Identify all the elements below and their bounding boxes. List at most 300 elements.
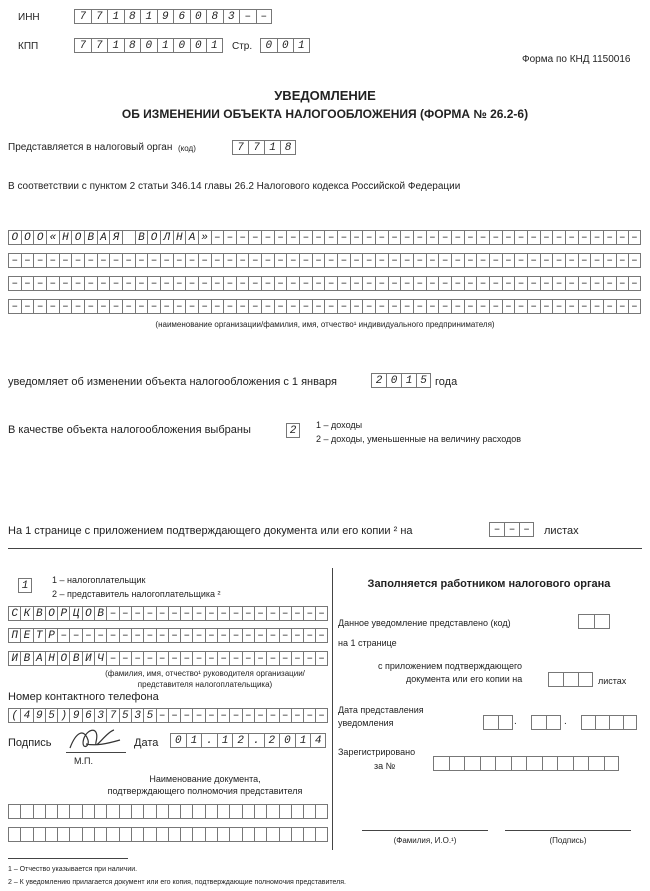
- form-cell[interactable]: –: [438, 230, 451, 245]
- form-cell[interactable]: [595, 715, 609, 730]
- form-cell[interactable]: –: [375, 230, 388, 245]
- form-cell[interactable]: –: [413, 276, 426, 291]
- form-cell[interactable]: –: [33, 299, 46, 314]
- form-cell[interactable]: –: [519, 522, 534, 537]
- form-cell[interactable]: –: [303, 628, 315, 643]
- form-cell[interactable]: –: [205, 708, 217, 723]
- form-cell[interactable]: –: [426, 253, 439, 268]
- form-cell[interactable]: –: [489, 299, 502, 314]
- form-cell[interactable]: –: [464, 230, 477, 245]
- page-number-field[interactable]: [260, 38, 310, 53]
- form-cell[interactable]: –: [160, 299, 173, 314]
- form-cell[interactable]: В: [69, 651, 81, 666]
- form-cell[interactable]: –: [198, 299, 211, 314]
- form-cell[interactable]: –: [168, 628, 180, 643]
- form-cell[interactable]: –: [315, 628, 327, 643]
- form-cell[interactable]: 2: [371, 373, 386, 388]
- form-cell[interactable]: [315, 827, 327, 842]
- form-cell[interactable]: 8: [280, 140, 296, 155]
- form-cell[interactable]: [143, 804, 155, 819]
- form-cell[interactable]: –: [527, 299, 540, 314]
- form-cell[interactable]: [69, 827, 81, 842]
- form-cell[interactable]: –: [229, 606, 241, 621]
- form-cell[interactable]: [106, 804, 118, 819]
- form-cell[interactable]: [119, 804, 131, 819]
- form-cell[interactable]: [217, 827, 229, 842]
- form-cell[interactable]: –: [71, 253, 84, 268]
- form-cell[interactable]: –: [628, 276, 641, 291]
- form-cell[interactable]: [205, 804, 217, 819]
- form-cell[interactable]: В: [84, 230, 97, 245]
- form-cell[interactable]: [242, 827, 254, 842]
- form-cell[interactable]: [106, 827, 118, 842]
- form-cell[interactable]: [33, 827, 45, 842]
- form-cell[interactable]: [266, 804, 278, 819]
- form-cell[interactable]: –: [291, 708, 303, 723]
- form-cell[interactable]: –: [628, 299, 641, 314]
- form-cell[interactable]: –: [337, 299, 350, 314]
- officer-sheets-field[interactable]: [548, 672, 593, 687]
- form-cell[interactable]: –: [261, 253, 274, 268]
- form-cell[interactable]: [495, 756, 511, 771]
- form-cell[interactable]: [156, 827, 168, 842]
- form-cell[interactable]: –: [489, 230, 502, 245]
- form-cell[interactable]: –: [254, 708, 266, 723]
- form-cell[interactable]: [131, 827, 143, 842]
- form-cell[interactable]: –: [552, 299, 565, 314]
- form-cell[interactable]: 0: [279, 733, 295, 748]
- form-cell[interactable]: –: [143, 606, 155, 621]
- form-cell[interactable]: –: [236, 230, 249, 245]
- form-cell[interactable]: –: [527, 253, 540, 268]
- form-cell[interactable]: –: [33, 253, 46, 268]
- form-cell[interactable]: –: [299, 253, 312, 268]
- form-cell[interactable]: –: [552, 276, 565, 291]
- form-cell[interactable]: 1: [157, 38, 174, 53]
- form-cell[interactable]: –: [514, 299, 527, 314]
- form-cell[interactable]: 1: [295, 733, 311, 748]
- form-cell[interactable]: –: [279, 628, 291, 643]
- form-cell[interactable]: [266, 827, 278, 842]
- form-cell[interactable]: [464, 756, 480, 771]
- form-cell[interactable]: [578, 672, 593, 687]
- form-cell[interactable]: 1: [140, 9, 157, 24]
- form-cell[interactable]: 1: [206, 38, 223, 53]
- form-cell[interactable]: [168, 804, 180, 819]
- org-name-row[interactable]: [8, 230, 641, 245]
- form-cell[interactable]: –: [242, 708, 254, 723]
- form-cell[interactable]: –: [143, 651, 155, 666]
- form-cell[interactable]: –: [236, 299, 249, 314]
- form-cell[interactable]: –: [514, 230, 527, 245]
- form-cell[interactable]: [578, 614, 594, 629]
- form-cell[interactable]: –: [97, 253, 110, 268]
- form-cell[interactable]: 7: [74, 9, 91, 24]
- form-cell[interactable]: И: [82, 651, 94, 666]
- form-cell[interactable]: [546, 715, 561, 730]
- form-cell[interactable]: –: [400, 299, 413, 314]
- form-cell[interactable]: В: [94, 606, 106, 621]
- form-cell[interactable]: –: [274, 253, 287, 268]
- form-cell[interactable]: –: [8, 299, 21, 314]
- doc-name-row[interactable]: [8, 827, 328, 842]
- form-cell[interactable]: 0: [190, 38, 207, 53]
- form-cell[interactable]: –: [82, 628, 94, 643]
- form-cell[interactable]: –: [324, 230, 337, 245]
- form-cell[interactable]: –: [266, 606, 278, 621]
- form-cell[interactable]: 0: [173, 38, 190, 53]
- form-cell[interactable]: 2: [232, 733, 248, 748]
- form-cell[interactable]: –: [616, 299, 629, 314]
- form-cell[interactable]: –: [168, 708, 180, 723]
- form-cell[interactable]: –: [223, 253, 236, 268]
- form-cell[interactable]: О: [82, 606, 94, 621]
- form-cell[interactable]: –: [205, 606, 217, 621]
- form-cell[interactable]: 3: [223, 9, 240, 24]
- form-cell[interactable]: –: [400, 253, 413, 268]
- form-cell[interactable]: –: [350, 276, 363, 291]
- year-field[interactable]: [371, 373, 431, 388]
- form-cell[interactable]: –: [628, 230, 641, 245]
- form-cell[interactable]: –: [8, 253, 21, 268]
- form-cell[interactable]: –: [131, 628, 143, 643]
- form-cell[interactable]: –: [350, 253, 363, 268]
- form-cell[interactable]: К: [20, 606, 32, 621]
- signer-role-field[interactable]: [18, 578, 32, 593]
- form-cell[interactable]: –: [261, 299, 274, 314]
- submission-year-field[interactable]: [581, 715, 637, 730]
- form-cell[interactable]: [82, 827, 94, 842]
- form-cell[interactable]: А: [97, 230, 110, 245]
- form-cell[interactable]: [433, 756, 449, 771]
- form-cell[interactable]: [229, 804, 241, 819]
- form-cell[interactable]: –: [286, 299, 299, 314]
- form-cell[interactable]: –: [299, 299, 312, 314]
- form-cell[interactable]: –: [279, 606, 291, 621]
- form-cell[interactable]: Н: [59, 230, 72, 245]
- form-cell[interactable]: –: [565, 253, 578, 268]
- form-cell[interactable]: –: [211, 253, 224, 268]
- form-cell[interactable]: [581, 715, 595, 730]
- form-cell[interactable]: –: [248, 253, 261, 268]
- form-cell[interactable]: –: [143, 628, 155, 643]
- form-cell[interactable]: Н: [45, 651, 57, 666]
- form-cell[interactable]: [45, 804, 57, 819]
- form-cell[interactable]: –: [46, 276, 59, 291]
- form-cell[interactable]: –: [119, 628, 131, 643]
- form-cell[interactable]: –: [71, 299, 84, 314]
- form-cell[interactable]: О: [147, 230, 160, 245]
- form-cell[interactable]: –: [312, 276, 325, 291]
- form-cell[interactable]: [82, 804, 94, 819]
- form-cell[interactable]: [143, 827, 155, 842]
- form-cell[interactable]: –: [21, 253, 34, 268]
- form-cell[interactable]: –: [135, 299, 148, 314]
- form-cell[interactable]: 1: [107, 38, 124, 53]
- form-cell[interactable]: –: [173, 299, 186, 314]
- form-cell[interactable]: –: [192, 651, 204, 666]
- form-cell[interactable]: –: [274, 230, 287, 245]
- form-cell[interactable]: О: [45, 606, 57, 621]
- form-cell[interactable]: –: [603, 230, 616, 245]
- form-cell[interactable]: –: [192, 606, 204, 621]
- form-cell[interactable]: –: [286, 253, 299, 268]
- form-cell[interactable]: –: [476, 230, 489, 245]
- form-cell[interactable]: –: [413, 299, 426, 314]
- form-cell[interactable]: –: [388, 253, 401, 268]
- form-cell[interactable]: [131, 804, 143, 819]
- form-cell[interactable]: П: [8, 628, 20, 643]
- form-cell[interactable]: –: [69, 628, 81, 643]
- form-cell[interactable]: –: [122, 276, 135, 291]
- form-cell[interactable]: [548, 672, 563, 687]
- form-cell[interactable]: [609, 715, 623, 730]
- form-cell[interactable]: –: [256, 9, 273, 24]
- form-cell[interactable]: –: [248, 276, 261, 291]
- form-cell[interactable]: –: [303, 651, 315, 666]
- form-cell[interactable]: –: [565, 276, 578, 291]
- form-cell[interactable]: [480, 756, 496, 771]
- form-cell[interactable]: 6: [173, 9, 190, 24]
- form-cell[interactable]: Л: [160, 230, 173, 245]
- form-cell[interactable]: –: [168, 651, 180, 666]
- form-cell[interactable]: –: [375, 276, 388, 291]
- form-cell[interactable]: –: [603, 299, 616, 314]
- form-cell[interactable]: –: [261, 276, 274, 291]
- form-cell[interactable]: –: [59, 299, 72, 314]
- form-cell[interactable]: –: [303, 606, 315, 621]
- form-cell[interactable]: 7: [106, 708, 118, 723]
- form-cell[interactable]: –: [291, 628, 303, 643]
- form-cell[interactable]: 9: [33, 708, 45, 723]
- form-cell[interactable]: Р: [57, 606, 69, 621]
- form-cell[interactable]: –: [299, 230, 312, 245]
- form-cell[interactable]: –: [205, 628, 217, 643]
- form-cell[interactable]: –: [211, 276, 224, 291]
- form-cell[interactable]: –: [173, 253, 186, 268]
- form-cell[interactable]: –: [337, 276, 350, 291]
- form-cell[interactable]: –: [156, 651, 168, 666]
- form-cell[interactable]: 8: [124, 9, 141, 24]
- form-cell[interactable]: [303, 804, 315, 819]
- form-cell[interactable]: –: [315, 606, 327, 621]
- form-cell[interactable]: –: [147, 276, 160, 291]
- form-cell[interactable]: –: [315, 708, 327, 723]
- form-cell[interactable]: –: [489, 276, 502, 291]
- form-cell[interactable]: –: [236, 253, 249, 268]
- form-cell[interactable]: –: [514, 253, 527, 268]
- form-cell[interactable]: 1: [217, 733, 233, 748]
- form-cell[interactable]: –: [106, 606, 118, 621]
- form-cell[interactable]: –: [502, 276, 515, 291]
- form-cell[interactable]: 3: [94, 708, 106, 723]
- form-cell[interactable]: –: [254, 606, 266, 621]
- form-cell[interactable]: –: [248, 299, 261, 314]
- form-cell[interactable]: –: [388, 299, 401, 314]
- form-cell[interactable]: –: [400, 276, 413, 291]
- form-cell[interactable]: О: [57, 651, 69, 666]
- form-cell[interactable]: 0: [386, 373, 401, 388]
- form-cell[interactable]: –: [217, 606, 229, 621]
- form-cell[interactable]: –: [147, 299, 160, 314]
- form-cell[interactable]: –: [451, 276, 464, 291]
- form-cell[interactable]: –: [254, 651, 266, 666]
- form-cell[interactable]: –: [279, 708, 291, 723]
- form-cell[interactable]: –: [286, 230, 299, 245]
- form-cell[interactable]: –: [312, 253, 325, 268]
- form-cell[interactable]: [45, 827, 57, 842]
- form-cell[interactable]: С: [8, 606, 20, 621]
- form-cell[interactable]: [291, 804, 303, 819]
- form-cell[interactable]: –: [21, 276, 34, 291]
- form-cell[interactable]: –: [337, 253, 350, 268]
- form-cell[interactable]: ): [57, 708, 69, 723]
- form-cell[interactable]: –: [211, 230, 224, 245]
- form-cell[interactable]: –: [502, 299, 515, 314]
- form-cell[interactable]: –: [97, 276, 110, 291]
- form-cell[interactable]: –: [147, 253, 160, 268]
- submission-day-field[interactable]: [483, 715, 513, 730]
- form-cell[interactable]: –: [254, 628, 266, 643]
- name-field[interactable]: [8, 628, 328, 643]
- form-cell[interactable]: 8: [124, 38, 141, 53]
- form-cell[interactable]: –: [426, 276, 439, 291]
- form-cell[interactable]: 7: [91, 9, 108, 24]
- form-cell[interactable]: –: [84, 253, 97, 268]
- form-cell[interactable]: –: [135, 276, 148, 291]
- form-cell[interactable]: –: [312, 299, 325, 314]
- form-cell[interactable]: 6: [82, 708, 94, 723]
- form-cell[interactable]: –: [616, 230, 629, 245]
- form-cell[interactable]: –: [413, 253, 426, 268]
- form-cell[interactable]: –: [375, 299, 388, 314]
- form-cell[interactable]: –: [122, 253, 135, 268]
- form-cell[interactable]: –: [109, 276, 122, 291]
- form-cell[interactable]: –: [303, 708, 315, 723]
- form-cell[interactable]: –: [590, 299, 603, 314]
- form-cell[interactable]: О: [33, 230, 46, 245]
- form-cell[interactable]: –: [156, 606, 168, 621]
- form-cell[interactable]: –: [8, 276, 21, 291]
- form-cell[interactable]: (: [8, 708, 20, 723]
- form-cell[interactable]: 7: [74, 38, 91, 53]
- form-cell[interactable]: А: [185, 230, 198, 245]
- form-cell[interactable]: –: [180, 628, 192, 643]
- form-cell[interactable]: [498, 715, 513, 730]
- form-cell[interactable]: –: [299, 276, 312, 291]
- form-cell[interactable]: [623, 715, 637, 730]
- form-cell[interactable]: 7: [91, 38, 108, 53]
- inn-field[interactable]: [74, 9, 272, 24]
- form-cell[interactable]: –: [21, 299, 34, 314]
- form-cell[interactable]: –: [413, 230, 426, 245]
- form-cell[interactable]: –: [286, 276, 299, 291]
- tax-authority-code-field[interactable]: [232, 140, 296, 155]
- form-cell[interactable]: –: [160, 253, 173, 268]
- form-cell[interactable]: –: [135, 253, 148, 268]
- form-cell[interactable]: –: [94, 628, 106, 643]
- form-cell[interactable]: И: [8, 651, 20, 666]
- form-cell[interactable]: 3: [131, 708, 143, 723]
- form-cell[interactable]: –: [185, 253, 198, 268]
- form-cell[interactable]: –: [540, 299, 553, 314]
- form-cell[interactable]: –: [464, 276, 477, 291]
- form-cell[interactable]: –: [266, 708, 278, 723]
- form-cell[interactable]: –: [451, 253, 464, 268]
- form-cell[interactable]: –: [438, 299, 451, 314]
- form-cell[interactable]: Я: [109, 230, 122, 245]
- form-cell[interactable]: »: [198, 230, 211, 245]
- form-cell[interactable]: [604, 756, 620, 771]
- form-cell[interactable]: –: [527, 276, 540, 291]
- form-cell[interactable]: –: [122, 299, 135, 314]
- form-cell[interactable]: –: [489, 522, 504, 537]
- form-cell[interactable]: –: [131, 651, 143, 666]
- form-cell[interactable]: –: [242, 606, 254, 621]
- form-cell[interactable]: –: [156, 708, 168, 723]
- form-cell[interactable]: –: [590, 276, 603, 291]
- registration-number-field[interactable]: [433, 756, 619, 771]
- form-cell[interactable]: –: [603, 253, 616, 268]
- form-cell[interactable]: [254, 804, 266, 819]
- object-code-field[interactable]: [286, 423, 300, 438]
- form-cell[interactable]: –: [242, 628, 254, 643]
- surname-field[interactable]: [8, 606, 328, 621]
- form-cell[interactable]: [588, 756, 604, 771]
- form-cell[interactable]: –: [274, 276, 287, 291]
- form-cell[interactable]: –: [502, 253, 515, 268]
- form-cell[interactable]: –: [578, 230, 591, 245]
- form-cell[interactable]: –: [84, 299, 97, 314]
- form-cell[interactable]: –: [198, 276, 211, 291]
- form-cell[interactable]: –: [476, 276, 489, 291]
- form-cell[interactable]: –: [109, 253, 122, 268]
- form-cell[interactable]: [33, 804, 45, 819]
- form-cell[interactable]: [563, 672, 578, 687]
- form-cell[interactable]: –: [59, 276, 72, 291]
- form-cell[interactable]: [192, 804, 204, 819]
- form-cell[interactable]: –: [274, 299, 287, 314]
- form-cell[interactable]: –: [185, 276, 198, 291]
- form-cell[interactable]: 9: [157, 9, 174, 24]
- form-cell[interactable]: –: [173, 276, 186, 291]
- date-field[interactable]: [170, 733, 326, 748]
- form-cell[interactable]: –: [180, 606, 192, 621]
- form-cell[interactable]: –: [248, 230, 261, 245]
- form-cell[interactable]: 1: [293, 38, 310, 53]
- form-cell[interactable]: –: [578, 253, 591, 268]
- form-cell[interactable]: –: [388, 230, 401, 245]
- form-cell[interactable]: [20, 827, 32, 842]
- form-cell[interactable]: [594, 614, 610, 629]
- form-cell[interactable]: 7: [248, 140, 264, 155]
- form-cell[interactable]: 4: [310, 733, 326, 748]
- form-cell[interactable]: –: [106, 628, 118, 643]
- form-cell[interactable]: [57, 827, 69, 842]
- form-cell[interactable]: –: [46, 253, 59, 268]
- form-cell[interactable]: Ц: [69, 606, 81, 621]
- form-cell[interactable]: –: [552, 253, 565, 268]
- org-name-row[interactable]: [8, 299, 641, 314]
- form-cell[interactable]: –: [57, 628, 69, 643]
- form-cell[interactable]: 5: [416, 373, 431, 388]
- sheets-count-field[interactable]: [489, 522, 534, 537]
- kpp-field[interactable]: [74, 38, 223, 53]
- form-cell[interactable]: 5: [119, 708, 131, 723]
- form-cell[interactable]: –: [616, 253, 629, 268]
- form-cell[interactable]: –: [192, 708, 204, 723]
- form-cell[interactable]: –: [514, 276, 527, 291]
